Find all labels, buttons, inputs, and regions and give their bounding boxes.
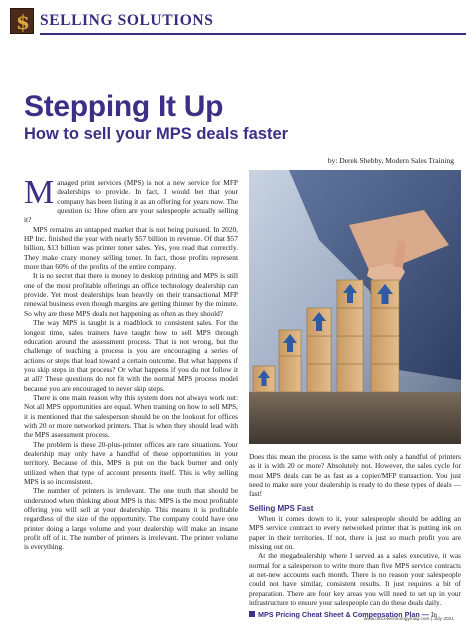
byline: by: Derek Shebby, Modern Sales Training	[327, 156, 454, 165]
body-paragraph: It is no secret that there is money in desktop printing and MPS is still one of the most profitable offerings an office technology dealership can provide. Yet most dealerships lean heavily on their transactional MFP renewal business even though margins are getting thinner by the minute. So why are these MPS deals not happening as often as they should?	[24, 271, 238, 318]
header-rule	[40, 33, 466, 35]
square-bullet-icon	[249, 611, 255, 617]
body-paragraph: The way MPS is taught is a roadblock to consistent sales. For the longest time, sales trainers have taught how to sell MPS through education around the assessment process. That is not wrong, but the challenge of teaching a process is you are encouraging a series of actions or steps that lead toward a certain outcome. But what happens if you skip steps in that process? Or what happens if you do not follow it at all? These questions do not fit with the normal MPS process model because you are encouraged to never skip steps.	[24, 318, 238, 393]
section-heading: Selling MPS Fast	[249, 503, 314, 513]
body-paragraph: There is one main reason why this system does not always work out: Not all MPS opportunities are equal. When training on how to sell MPS, it is mentioned that the salesperson should be on the lookout for offices with 20 or more networked printers. That is when they should lead with the MPS assessment process.	[24, 392, 238, 440]
dollar-logo-icon	[10, 8, 34, 34]
body-paragraph: MPS remains an untapped market that is not being pursued. In 2020, HP Inc. finished the year with nearly $57 billion in revenue. Of that $57 billion, $13 billion was printer toner sales. Yes, you read that correctly. They make crazy money selling toner. In fact, those profits represent more than 60% of the profits of the entire company.	[24, 224, 238, 272]
section-title: SELLING SOLUTIONS	[40, 12, 214, 29]
body-paragraph: Does this mean the process is the same with only a handful of printers as it is with 20 or more? Absolutely not. However, the sales cycle for most MPS deals can be as fast as a copier/MFP transaction. You just need to make sure your dealership is ready to do these types of deals — fast!	[249, 452, 461, 499]
blocks-photo	[249, 170, 461, 444]
body-paragraph: The problem is these 20-plus-printer offices are rare situations. Your dealership may only have a handful of these opportunities in your territory. Because of this, MPS is put on the back burner and only utilized when that type of account presents itself. This is why selling MPS is so inconsistent.	[24, 439, 238, 486]
body-paragraph: The number of printers is irrelevant. The one truth that should be understood when thinking about MPS is this: MPS is the most profitable offering you will sell at your dealership. This means it is profitable regardless of the size of the opportunity. The company could have one printer doing a large volume and your dealership will make an insane profit off of it. The number of printers is irrelevant. The printer volume is everything.	[24, 486, 238, 552]
article-body-left	[24, 174, 238, 552]
article-title: Stepping It Up	[24, 90, 224, 123]
article-subtitle: How to sell your MPS deals faster	[24, 125, 289, 143]
logo-letter: $	[16, 10, 30, 34]
body-paragraph: When it comes down to it, your salespeople should be adding an MPS service contract to every networked printer that is putting ink on paper in their territories. If not, there is just so much profit you are missing out on.	[249, 514, 461, 552]
lead-paragraph: Managed print services (MPS) is not a new service for MFP dealerships to provide. In fact, I would bet that your company has been listing it as an offering for years now. The question is: How often are your salespeople actually selling it?	[24, 174, 238, 225]
article-body-right	[249, 452, 461, 620]
dropcap: M	[24, 174, 55, 211]
section-header	[10, 6, 466, 36]
blocks-illustration	[249, 170, 461, 444]
promo-line: MPS Pricing Cheat Sheet & Compensation Plan — In	[249, 610, 461, 620]
page-footer: www.officetechnologymag.com | July 2021	[363, 617, 454, 622]
body-paragraph: At the megadealership where I served as a sales executive, it was normal for a salesperson to write more than five MPS service contracts at net-new accounts each month. There is no reason your salespeople could not have similar, consistent results. It just requires a bit of preparation. There are four key areas you will need to set up in your infrastructure to ensure your salespeople can do these deals daily.	[249, 551, 461, 608]
